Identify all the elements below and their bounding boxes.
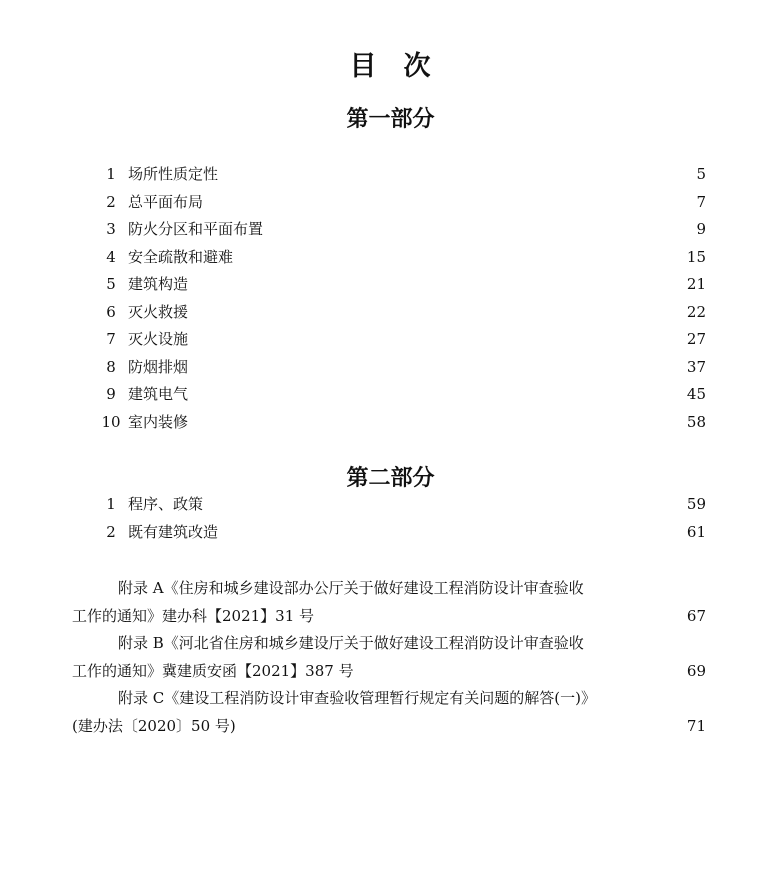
toc-entry-page: 37 <box>686 357 706 376</box>
title-char-1: 目 <box>349 51 378 82</box>
toc-entry-label: 防烟排烟 <box>128 357 189 376</box>
toc-entry-label: 场所性质定性 <box>128 165 219 183</box>
toc-entry-number: 3 <box>106 220 116 238</box>
toc-entry-number: 5 <box>106 275 116 293</box>
appendix-line <box>72 602 706 630</box>
toc-entry[interactable] <box>100 326 706 354</box>
toc-entry[interactable] <box>100 381 706 409</box>
toc-entry[interactable] <box>100 491 706 519</box>
appendix-page: 69 <box>686 662 706 680</box>
toc-entry-label: 室内装修 <box>128 412 189 431</box>
toc-entry[interactable] <box>100 354 706 382</box>
toc-entry-number: 9 <box>106 385 116 403</box>
toc-entry-page: 61 <box>686 522 706 541</box>
appendix-title-line1: 附录 B《河北省住房和城乡建设厅关于做好建设工程消防设计审查验收 <box>118 634 584 652</box>
toc-entry[interactable] <box>100 216 706 244</box>
toc-entry-page: 9 <box>696 220 706 238</box>
toc-entry-page: 7 <box>696 192 706 211</box>
appendix-title-line1: 附录 C《建设工程消防设计审查验收管理暂行规定有关问题的解答(一)》 <box>118 689 596 707</box>
appendix-entry-b[interactable] <box>72 629 706 685</box>
toc-entry-page: 5 <box>696 165 706 183</box>
toc-entry-number: 1 <box>106 165 116 183</box>
part2-heading: 第二部分 <box>346 465 435 491</box>
part1-toc-list <box>100 161 706 436</box>
toc-entry-number: 2 <box>106 192 116 211</box>
toc-entry-label: 防火分区和平面布置 <box>128 220 264 238</box>
toc-entry-page: 22 <box>686 302 706 321</box>
appendix-line <box>72 712 706 740</box>
toc-entry-label: 灭火救援 <box>128 302 189 321</box>
toc-entry-page: 15 <box>686 247 706 266</box>
toc-entry-page: 21 <box>686 275 706 293</box>
toc-entry-page: 27 <box>686 330 706 348</box>
toc-entry-number: 10 <box>101 412 121 431</box>
page-title <box>0 44 781 83</box>
toc-entry-label: 建筑构造 <box>128 275 189 293</box>
toc-entry-page: 58 <box>686 412 706 431</box>
toc-entry-number: 6 <box>106 302 116 321</box>
toc-entry-number: 8 <box>106 357 116 376</box>
toc-entry-label: 建筑电气 <box>128 385 189 403</box>
toc-entry-number: 4 <box>106 247 116 266</box>
toc-entry[interactable] <box>100 161 706 189</box>
appendix-page: 71 <box>686 717 706 735</box>
toc-entry-page: 45 <box>686 385 706 403</box>
appendix-line <box>72 629 706 657</box>
part2-toc-list <box>100 491 706 546</box>
title-char-2: 次 <box>403 51 432 82</box>
appendix-entry-c[interactable] <box>72 684 706 740</box>
toc-entry[interactable] <box>100 271 706 299</box>
appendix-title-line2: 工作的通知》冀建质安函【2021】387 号 <box>72 662 354 680</box>
toc-entry[interactable] <box>100 299 706 327</box>
appendix-title-line1: 附录 A《住房和城乡建设部办公厅关于做好建设工程消防设计审查验收 <box>118 579 584 597</box>
toc-entry-label: 既有建筑改造 <box>128 522 219 541</box>
toc-entry-number: 7 <box>106 330 116 348</box>
appendix-line <box>72 574 706 602</box>
toc-entry-label: 灭火设施 <box>128 330 189 348</box>
appendix-title-line2: 工作的通知》建办科【2021】31 号 <box>72 607 315 625</box>
toc-entry[interactable] <box>100 189 706 217</box>
toc-entry-label: 安全疏散和避难 <box>128 247 234 266</box>
part1-heading: 第一部分 <box>346 106 435 132</box>
toc-entry-number: 2 <box>106 522 116 541</box>
toc-entry-label: 程序、政策 <box>128 495 204 513</box>
toc-entry[interactable] <box>100 409 706 437</box>
appendix-title-line2: (建办法〔2020〕50 号) <box>72 717 236 735</box>
toc-entry-number: 1 <box>106 495 116 513</box>
appendix-line <box>72 684 706 712</box>
toc-entry-label: 总平面布局 <box>128 192 204 211</box>
appendix-entry-a[interactable] <box>72 574 706 630</box>
appendix-page: 67 <box>686 607 706 625</box>
appendix-line <box>72 657 706 685</box>
toc-entry[interactable] <box>100 519 706 547</box>
toc-entry[interactable] <box>100 244 706 272</box>
toc-entry-page: 59 <box>686 495 706 513</box>
